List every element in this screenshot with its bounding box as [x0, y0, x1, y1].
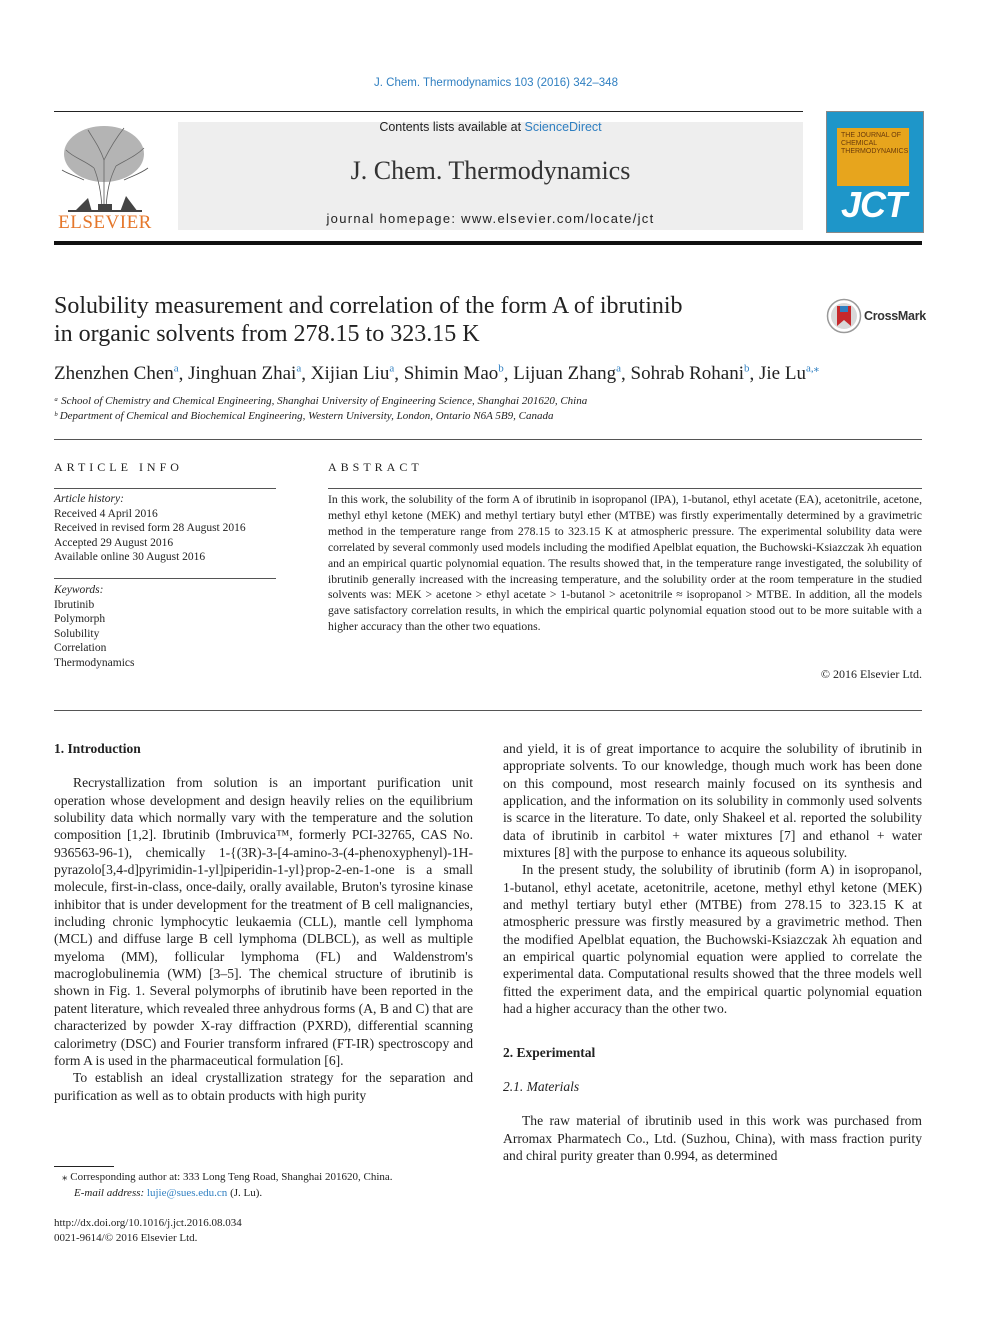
affiliation-rule — [54, 439, 922, 440]
corresponding-author-note: ⁎ Corresponding author at: 333 Long Teng Road, Shanghai 201620, China. — [62, 1171, 393, 1183]
abstract-rule — [328, 488, 922, 489]
left-column — [54, 740, 473, 1104]
email-suffix: (J. Lu). — [227, 1187, 263, 1199]
contents-line — [178, 120, 803, 134]
author[interactable]: Xijian Liu$^a$ — [310, 363, 395, 385]
title-line-1: Solubility measurement and correlation of the form A of ibrutinib — [54, 293, 683, 319]
contents-prefix: Contents lists available at — [379, 120, 525, 134]
author[interactable]: Jie $Lu^{a,⁎}$ — [759, 363, 820, 385]
title-line-2: in organic solvents from 278.15 to 323.15 K — [54, 321, 480, 347]
abstract-heading: ABSTRACT — [328, 460, 423, 474]
right-column — [503, 740, 922, 1164]
article-title — [54, 292, 794, 348]
cover-logo-text: JCT — [841, 184, 907, 225]
abstract-copyright: © 2016 Elsevier Ltd. — [820, 667, 922, 681]
keyword[interactable]: Correlation — [54, 642, 107, 655]
keywords — [54, 583, 134, 671]
materials-paragraph: The raw material of ibrutinib used in this work was purchased from Arromax Pharmatech Co., Ltd. (Suzhou, China), with mass fraction purity and chiral purity greater than 0.994, as determined — [503, 1113, 922, 1163]
keyword[interactable]: Thermodynamics — [54, 656, 135, 669]
article-info-heading: ARTICLE INFO — [54, 460, 183, 474]
keywords-label: Keywords: — [54, 584, 104, 596]
intro-paragraph-2-continued: and yield, it is of great importance to acquire the solubility of ibrutinib in appropriate solvents. To our knowledge, though much work has been done on this compound, most research mainly focused on its synthesis and application, and the information on its solubility in commonly used solvents is scarce in the literature. To date, only Shakeel et al. reported the solubility data of ibrutinib in carbitol + water mixtures [7] and ethanol + water mixtures [8] with the purpose to enhance its aqueous solubility. — [503, 741, 922, 861]
author[interactable]: Zhenzhen Chen$^a$ — [54, 363, 179, 385]
journal-cover-thumbnail[interactable] — [826, 111, 924, 233]
abstract-text: In this work, the solubility of the form A of ibrutinib in isopropanol (IPA), 1-butanol, ethyl acetate (EA), acetonitrile, acetone, methyl ethyl ketone (MEK) and methyl tertiary butyl ether (MTBE) was firstly experimentally determined by a gravimetric method in the temperature range from 278.15 to 323.15 K at atmospheric pressure. The experimental solubility data were correlated by several commonly used models including the modified Apelblat equation, the Buchowski-Ksiazczak λh equation and an empirical quartic polynomial equation. The results showed that, in the temperature range investigated, the solubility of ibrutinib generally increased with the increasing temperature, and the solubility order at the room temperature in the studied solvents was: MEK > acetone > ethyl acetate > 1-butanol > acetonitrile ≈ isopropanol > MTBE. In addition, all the models gave satisfactory correlation results, in which the empirical quartic polynomial equation stood out to be more suitable with a higher accuracy than the other two equations. — [328, 493, 922, 634]
footnote-rule — [54, 1166, 114, 1167]
journal-name: J. Chem. Thermodynamics — [350, 156, 631, 185]
author[interactable]: Lijuan Zhang$^a$ — [513, 363, 622, 385]
intro-paragraph-3: In the present study, the solubility of ibrutinib (form A) in isopropanol, 1-butanol, ethyl acetate, acetonitrile, acetone, methyl ethyl ketone (MEK) and methyl tertiary butyl ether (MTBE) from 278.15 to 323.15 K at atmospheric pressure was firstly measured by a gravimetric method. Then the modified Apelblat equation, the Buchowski-Ksiazczak λh equation and an empirical quartic polynomial equation were applied to correlate the experimental data. Computational results showed that the three models well fitted the experiment data, and the empirical quartic polynomial equation had a higher accuracy than the other two. — [503, 862, 922, 1017]
keyword[interactable]: Solubility — [54, 627, 100, 640]
affiliation-a: ᵃ School of Chemistry and Chemical Engineering, Shanghai University of Engineering Science, Shanghai 201620, China — [54, 395, 588, 407]
keyword[interactable]: Ibrutinib — [54, 598, 95, 611]
article-history — [54, 492, 246, 565]
author-list: Zhenzhen Chen$^a$, Jinghuan Zhai$^a$, Xijian Liu$^a$, Shimin Mao$^b$, Lijuan Zhang$^a$, Sohrab Rohani$^b$, Jie $Lu^{a,⁎}$ — [54, 363, 820, 385]
history-received: Received 4 April 2016 — [54, 507, 158, 520]
crossmark-icon[interactable] — [826, 298, 862, 334]
email-label: E-mail address: — [74, 1187, 147, 1199]
crossmark-label[interactable]: CrossMark — [864, 309, 926, 323]
author[interactable]: Shimin Mao$^b$ — [403, 363, 504, 385]
email-link[interactable]: lujie@sues.edu.cn — [146, 1187, 228, 1199]
keywords-rule — [54, 578, 276, 579]
author[interactable]: Sohrab Rohani$^b$ — [630, 363, 750, 385]
author[interactable]: Jinghuan Zhai$^a$ — [188, 363, 302, 385]
journal-citation[interactable]: J. Chem. Thermodynamics 103 (2016) 342–348 — [374, 77, 618, 89]
experimental-heading: 2. Experimental — [503, 1044, 596, 1060]
history-accepted: Accepted 29 August 2016 — [54, 536, 174, 549]
sciencedirect-link[interactable]: ScienceDirect — [524, 120, 602, 134]
article-info-rule — [54, 488, 276, 489]
intro-paragraph-2-start: To establish an ideal crystallization strategy for the separation and purification as well as to obtain products with high purity — [54, 1070, 473, 1103]
header-top-rule — [54, 111, 803, 112]
history-label: Article history: — [54, 493, 124, 505]
issn-line: 0021-9614/© 2016 Elsevier Ltd. — [54, 1232, 198, 1244]
materials-heading: 2.1. Materials — [503, 1078, 580, 1094]
affiliation-b: ᵇ Department of Chemical and Biochemical Engineering, Western University, London, Ontario N6A 5B9, Canada — [54, 410, 554, 422]
abstract-bottom-rule — [54, 710, 922, 711]
keyword[interactable]: Polymorph — [54, 613, 106, 626]
intro-paragraph-1: Recrystallization from solution is an important purification unit operation whose development and design heavily relies on the equilibrium solubility data which normally vary with the temperature and the solution composition [1,2]. Ibrutinib (Imbruvica™, formerly PCI-32765, CAS No. 936563-96-1), chemically 1-{(3R)-3-[4-amino-3-(4-phenoxyphenyl)-1H-pyrazolo[3,4-d]pyrimidin-1-yl]piperidin-1-yl}prop-2-en-1-one is a small molecule, first-in-class, once-daily, orally available, Bruton's tyrosine kinase inhibitor that is under development for the treatment of B cell malignancies, including chronic lymphocytic leukaemia (CLL), mantle cell lymphoma (MCL) and diffuse large B cell lymphoma (DLBCL), as well as multiple myeloma (MM), follicular lymphoma (FL) and Waldenstrom's macroglobulinemia (WM) [3–5]. The chemical structure of ibrutinib is shown in Fig. 1. Several polymorphs of ibrutinib have been reported in the patent literature, which revealed three anhydrous forms (A, B and C) that are characterized by powder X-ray diffraction (PXRD), differential scanning calorimetry (DSC) and Fourier transform infrared (FT-IR) spectroscopy and form A is used in the pharmaceutical formulation [6]. — [54, 775, 473, 1068]
cover-journal-title: THE JOURNAL OF CHEMICAL THERMODYNAMICS — [841, 132, 909, 155]
header-thick-rule — [54, 241, 922, 245]
introduction-heading: 1. Introduction — [54, 741, 141, 756]
elsevier-wordmark: ELSEVIER — [58, 212, 152, 233]
history-online: Available online 30 August 2016 — [54, 551, 206, 564]
journal-homepage[interactable]: journal homepage: www.elsevier.com/locate/jct — [326, 211, 655, 226]
doi-link[interactable]: http://dx.doi.org/10.1016/j.jct.2016.08.034 — [54, 1217, 242, 1229]
history-revised: Received in revised form 28 August 2016 — [54, 522, 246, 535]
email-note — [74, 1186, 262, 1201]
